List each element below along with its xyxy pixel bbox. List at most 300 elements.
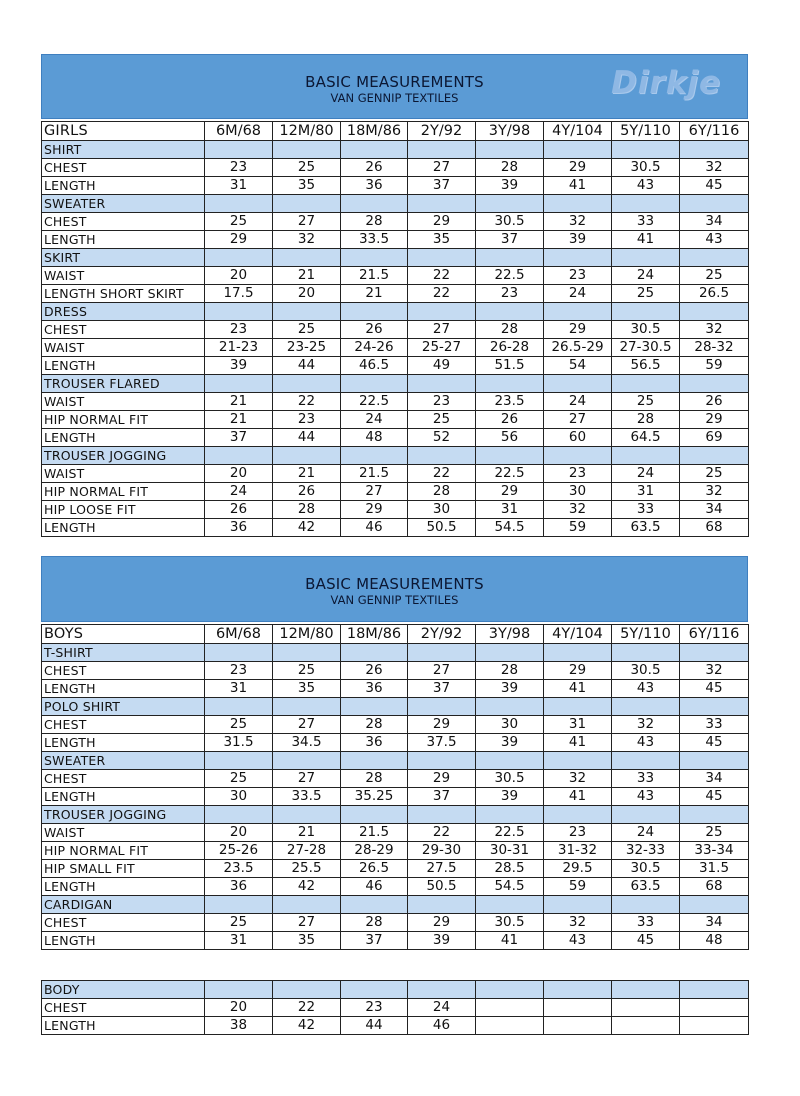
section-cell xyxy=(544,195,612,213)
measurement-label: CHEST xyxy=(42,914,205,932)
section-cell xyxy=(476,644,544,662)
measurement-value: 59 xyxy=(544,519,612,537)
section-cell xyxy=(476,896,544,914)
measurement-value: 31.5 xyxy=(680,860,749,878)
measurement-value: 32 xyxy=(273,231,341,249)
section-cell xyxy=(273,195,341,213)
boys-banner xyxy=(41,556,748,622)
measurement-value: 39 xyxy=(476,177,544,195)
measurement-value: 41 xyxy=(544,177,612,195)
section-cell xyxy=(612,447,680,465)
measurement-label: LENGTH xyxy=(42,734,205,752)
measurement-value: 35 xyxy=(273,932,341,950)
measurement-value: 20 xyxy=(205,999,273,1017)
section-cell xyxy=(205,644,273,662)
measurement-value: 24 xyxy=(544,285,612,303)
measurement-value: 50.5 xyxy=(408,519,476,537)
measurement-label: HIP SMALL FIT xyxy=(42,860,205,878)
measurement-value: 43 xyxy=(612,680,680,698)
size-header: 4Y/104 xyxy=(544,122,612,141)
boys-header-row xyxy=(42,625,749,644)
section-header-row xyxy=(42,195,749,213)
section-cell xyxy=(612,375,680,393)
measurement-row xyxy=(42,999,749,1017)
measurement-value: 36 xyxy=(205,878,273,896)
section-cell xyxy=(612,195,680,213)
measurement-value: 21-23 xyxy=(205,339,273,357)
measurement-value: 46 xyxy=(408,1017,476,1035)
measurement-row xyxy=(42,788,749,806)
measurement-row xyxy=(42,501,749,519)
section-cell xyxy=(341,303,408,321)
measurement-value: 29 xyxy=(408,213,476,231)
measurement-value: 27 xyxy=(544,411,612,429)
section-cell xyxy=(408,896,476,914)
measurement-label: CHEST xyxy=(42,770,205,788)
section-cell xyxy=(205,141,273,159)
measurement-value: 20 xyxy=(205,824,273,842)
measurement-value: 32 xyxy=(680,662,749,680)
measurement-label: LENGTH xyxy=(42,932,205,950)
measurement-value: 32 xyxy=(680,483,749,501)
measurement-value: 42 xyxy=(273,519,341,537)
measurement-row xyxy=(42,285,749,303)
measurement-label: WAIST xyxy=(42,267,205,285)
section-name: CARDIGAN xyxy=(42,896,205,914)
section-header-row xyxy=(42,447,749,465)
measurement-value: 27 xyxy=(273,770,341,788)
section-cell xyxy=(205,806,273,824)
measurement-value: 68 xyxy=(680,519,749,537)
measurement-label: CHEST xyxy=(42,662,205,680)
section-cell xyxy=(273,303,341,321)
measurement-row xyxy=(42,411,749,429)
measurement-value: 27 xyxy=(408,159,476,177)
measurement-value: 54.5 xyxy=(476,878,544,896)
measurement-label: HIP NORMAL FIT xyxy=(42,411,205,429)
section-cell xyxy=(408,806,476,824)
measurement-value: 26 xyxy=(476,411,544,429)
measurement-value: 46.5 xyxy=(341,357,408,375)
measurement-value: 23.5 xyxy=(205,860,273,878)
section-cell xyxy=(341,981,408,999)
section-cell xyxy=(544,644,612,662)
measurement-value: 23.5 xyxy=(476,393,544,411)
measurement-value: 33-34 xyxy=(680,842,749,860)
section-cell xyxy=(273,896,341,914)
section-cell xyxy=(680,375,749,393)
measurement-value: 20 xyxy=(273,285,341,303)
measurement-value: 46 xyxy=(341,519,408,537)
measurement-value: 46 xyxy=(341,878,408,896)
measurement-value: 23 xyxy=(544,465,612,483)
section-cell xyxy=(544,249,612,267)
section-name: SHIRT xyxy=(42,141,205,159)
measurement-row xyxy=(42,483,749,501)
size-header: 2Y/92 xyxy=(408,122,476,141)
size-header: 18M/86 xyxy=(341,625,408,644)
measurement-value: 60 xyxy=(544,429,612,447)
measurement-value: 22 xyxy=(408,465,476,483)
measurement-row xyxy=(42,680,749,698)
measurement-value: 36 xyxy=(341,680,408,698)
measurement-value: 39 xyxy=(408,932,476,950)
measurement-value: 28 xyxy=(273,501,341,519)
measurement-value: 25 xyxy=(205,914,273,932)
girls-measurement-table xyxy=(41,121,749,537)
measurement-value: 29 xyxy=(544,662,612,680)
section-cell xyxy=(205,447,273,465)
measurement-value: 32 xyxy=(544,501,612,519)
measurement-value: 24 xyxy=(544,393,612,411)
section-cell xyxy=(476,303,544,321)
measurement-row xyxy=(42,842,749,860)
size-header: 18M/86 xyxy=(341,122,408,141)
measurement-value: 43 xyxy=(680,231,749,249)
measurement-value: 23 xyxy=(408,393,476,411)
measurement-value: 24-26 xyxy=(341,339,408,357)
measurement-value: 63.5 xyxy=(612,878,680,896)
section-cell xyxy=(408,447,476,465)
measurement-value: 45 xyxy=(680,788,749,806)
measurement-row xyxy=(42,662,749,680)
measurement-value: 25 xyxy=(612,285,680,303)
measurement-value: 29 xyxy=(205,231,273,249)
measurement-value: 23-25 xyxy=(273,339,341,357)
measurement-value: 24 xyxy=(408,999,476,1017)
measurement-value: 21.5 xyxy=(341,824,408,842)
measurement-value: 52 xyxy=(408,429,476,447)
measurement-value: 45 xyxy=(612,932,680,950)
section-cell xyxy=(680,249,749,267)
section-cell xyxy=(612,303,680,321)
section-cell xyxy=(205,303,273,321)
measurement-value: 30.5 xyxy=(612,321,680,339)
girls-group-label: GIRLS xyxy=(42,122,205,141)
section-name: TROUSER JOGGING xyxy=(42,806,205,824)
section-cell xyxy=(680,303,749,321)
section-header-row xyxy=(42,752,749,770)
measurement-value: 28 xyxy=(341,716,408,734)
measurement-value: 37 xyxy=(476,231,544,249)
section-cell xyxy=(544,806,612,824)
measurement-value: 28 xyxy=(476,159,544,177)
measurement-value: 51.5 xyxy=(476,357,544,375)
section-cell xyxy=(273,447,341,465)
measurement-row xyxy=(42,465,749,483)
measurement-label: LENGTH xyxy=(42,429,205,447)
measurement-value: 56.5 xyxy=(612,357,680,375)
measurement-value: 38 xyxy=(205,1017,273,1035)
measurement-value: 50.5 xyxy=(408,878,476,896)
measurement-value: 26.5 xyxy=(680,285,749,303)
measurement-value: 30.5 xyxy=(612,860,680,878)
section-cell xyxy=(680,698,749,716)
section-cell xyxy=(408,752,476,770)
measurement-value: 25.5 xyxy=(273,860,341,878)
measurement-value: 59 xyxy=(680,357,749,375)
measurement-value xyxy=(476,1017,544,1035)
measurement-value: 28-32 xyxy=(680,339,749,357)
girls-banner xyxy=(41,54,748,119)
measurement-value: 28 xyxy=(612,411,680,429)
measurement-value: 39 xyxy=(476,680,544,698)
measurement-row xyxy=(42,177,749,195)
boys-subtitle: VAN GENNIP TEXTILES xyxy=(330,593,459,607)
measurement-value: 32-33 xyxy=(612,842,680,860)
section-cell xyxy=(680,195,749,213)
measurement-value: 69 xyxy=(680,429,749,447)
section-header-row xyxy=(42,141,749,159)
section-cell xyxy=(544,896,612,914)
measurement-row xyxy=(42,878,749,896)
measurement-value: 28 xyxy=(408,483,476,501)
measurement-value: 23 xyxy=(544,824,612,842)
section-cell xyxy=(476,195,544,213)
measurement-value: 22.5 xyxy=(476,267,544,285)
measurement-value: 29 xyxy=(680,411,749,429)
girls-title: BASIC MEASUREMENTS xyxy=(305,73,484,91)
section-cell xyxy=(408,141,476,159)
measurement-label: WAIST xyxy=(42,393,205,411)
section-cell xyxy=(205,195,273,213)
measurement-value: 25 xyxy=(205,716,273,734)
measurement-label: LENGTH xyxy=(42,177,205,195)
measurement-label: LENGTH xyxy=(42,680,205,698)
measurement-value: 24 xyxy=(612,465,680,483)
measurement-value: 25 xyxy=(273,662,341,680)
measurement-label: HIP NORMAL FIT xyxy=(42,842,205,860)
section-cell xyxy=(544,981,612,999)
measurement-value: 25 xyxy=(680,465,749,483)
section-cell xyxy=(341,806,408,824)
measurement-value: 34 xyxy=(680,213,749,231)
measurement-value: 25 xyxy=(680,824,749,842)
boys-title: BASIC MEASUREMENTS xyxy=(305,575,484,593)
measurement-value: 30 xyxy=(476,716,544,734)
measurement-value: 36 xyxy=(341,734,408,752)
measurement-value: 59 xyxy=(544,878,612,896)
measurement-value: 28 xyxy=(341,770,408,788)
section-cell xyxy=(205,752,273,770)
measurement-value: 41 xyxy=(544,680,612,698)
section-cell xyxy=(341,195,408,213)
measurement-value: 54 xyxy=(544,357,612,375)
measurement-value: 32 xyxy=(544,213,612,231)
measurement-value: 28 xyxy=(341,914,408,932)
measurement-value: 30 xyxy=(408,501,476,519)
measurement-value: 35 xyxy=(273,177,341,195)
section-cell xyxy=(476,981,544,999)
section-cell xyxy=(408,195,476,213)
measurement-value: 24 xyxy=(612,267,680,285)
measurement-value: 37 xyxy=(205,429,273,447)
measurement-value: 21 xyxy=(273,465,341,483)
measurement-value: 35 xyxy=(273,680,341,698)
measurement-value: 26 xyxy=(341,159,408,177)
measurement-value: 31.5 xyxy=(205,734,273,752)
measurement-value: 37.5 xyxy=(408,734,476,752)
measurement-row xyxy=(42,321,749,339)
measurement-value: 24 xyxy=(612,824,680,842)
measurement-value: 33 xyxy=(680,716,749,734)
measurement-value: 26-28 xyxy=(476,339,544,357)
measurement-value: 37 xyxy=(408,680,476,698)
measurement-value: 32 xyxy=(544,770,612,788)
measurement-value: 27.5 xyxy=(408,860,476,878)
section-cell xyxy=(544,752,612,770)
measurement-value: 26 xyxy=(205,501,273,519)
section-header-row xyxy=(42,644,749,662)
measurement-value xyxy=(476,999,544,1017)
measurement-label: HIP LOOSE FIT xyxy=(42,501,205,519)
section-cell xyxy=(544,141,612,159)
measurement-value: 31 xyxy=(612,483,680,501)
section-cell xyxy=(205,698,273,716)
measurement-label: LENGTH xyxy=(42,1017,205,1035)
measurement-value: 22 xyxy=(273,999,341,1017)
measurement-value: 34 xyxy=(680,914,749,932)
section-cell xyxy=(273,752,341,770)
measurement-row xyxy=(42,231,749,249)
measurement-value: 25 xyxy=(273,159,341,177)
brand-logo: Dirkje xyxy=(611,65,721,101)
section-cell xyxy=(612,752,680,770)
measurement-value: 30.5 xyxy=(476,770,544,788)
measurement-value: 23 xyxy=(205,662,273,680)
measurement-value: 37 xyxy=(341,932,408,950)
section-cell xyxy=(680,141,749,159)
girls-subtitle: VAN GENNIP TEXTILES xyxy=(330,91,459,105)
measurement-label: CHEST xyxy=(42,159,205,177)
section-cell xyxy=(341,896,408,914)
section-cell xyxy=(273,249,341,267)
measurement-value: 41 xyxy=(544,788,612,806)
measurement-value: 32 xyxy=(680,159,749,177)
measurement-value: 25 xyxy=(205,770,273,788)
section-cell xyxy=(408,303,476,321)
measurement-value: 29 xyxy=(408,914,476,932)
section-cell xyxy=(680,896,749,914)
section-cell xyxy=(341,447,408,465)
section-cell xyxy=(476,375,544,393)
measurement-value: 34 xyxy=(680,770,749,788)
measurement-value: 35.25 xyxy=(341,788,408,806)
measurement-value: 43 xyxy=(612,734,680,752)
measurement-value: 22 xyxy=(273,393,341,411)
measurement-value: 41 xyxy=(544,734,612,752)
measurement-value: 56 xyxy=(476,429,544,447)
measurement-value: 30.5 xyxy=(612,159,680,177)
section-header-row xyxy=(42,698,749,716)
measurement-value: 39 xyxy=(205,357,273,375)
section-cell xyxy=(341,375,408,393)
measurement-label: LENGTH xyxy=(42,231,205,249)
measurement-value: 28-29 xyxy=(341,842,408,860)
measurement-label: CHEST xyxy=(42,999,205,1017)
measurement-row xyxy=(42,357,749,375)
measurement-value: 39 xyxy=(476,734,544,752)
section-name: TROUSER FLARED xyxy=(42,375,205,393)
measurement-value: 32 xyxy=(680,321,749,339)
size-header: 2Y/92 xyxy=(408,625,476,644)
measurement-row xyxy=(42,267,749,285)
size-header: 6M/68 xyxy=(205,122,273,141)
section-header-row xyxy=(42,806,749,824)
measurement-value: 26 xyxy=(341,321,408,339)
measurement-value: 26 xyxy=(341,662,408,680)
section-cell xyxy=(544,303,612,321)
measurement-value: 30.5 xyxy=(476,213,544,231)
section-header-row xyxy=(42,375,749,393)
section-cell xyxy=(612,249,680,267)
measurement-value: 27 xyxy=(408,321,476,339)
section-name: T-SHIRT xyxy=(42,644,205,662)
section-cell xyxy=(341,141,408,159)
size-header: 6M/68 xyxy=(205,625,273,644)
measurement-value: 44 xyxy=(273,357,341,375)
measurement-value: 25 xyxy=(205,213,273,231)
section-cell xyxy=(408,981,476,999)
measurement-value: 28.5 xyxy=(476,860,544,878)
measurement-value: 31 xyxy=(205,932,273,950)
section-cell xyxy=(408,698,476,716)
measurement-value: 29 xyxy=(341,501,408,519)
body-measurement-table xyxy=(41,980,749,1035)
measurement-value: 29 xyxy=(544,321,612,339)
measurement-value: 23 xyxy=(544,267,612,285)
measurement-value: 30 xyxy=(544,483,612,501)
measurement-value: 22 xyxy=(408,285,476,303)
section-name: POLO SHIRT xyxy=(42,698,205,716)
measurement-value xyxy=(680,999,749,1017)
measurement-value: 49 xyxy=(408,357,476,375)
section-cell xyxy=(205,375,273,393)
measurement-value: 36 xyxy=(205,519,273,537)
measurement-value: 41 xyxy=(476,932,544,950)
measurement-label: LENGTH xyxy=(42,788,205,806)
section-name: BODY xyxy=(42,981,205,999)
section-cell xyxy=(612,981,680,999)
measurement-value: 36 xyxy=(341,177,408,195)
section-cell xyxy=(476,141,544,159)
measurement-value: 33.5 xyxy=(273,788,341,806)
measurement-value: 20 xyxy=(205,465,273,483)
measurement-row xyxy=(42,213,749,231)
measurement-value: 39 xyxy=(476,788,544,806)
section-name: SWEATER xyxy=(42,195,205,213)
measurement-value: 29 xyxy=(544,159,612,177)
section-cell xyxy=(680,806,749,824)
measurement-value: 22.5 xyxy=(341,393,408,411)
measurement-value: 54.5 xyxy=(476,519,544,537)
section-name: DRESS xyxy=(42,303,205,321)
measurement-value: 28 xyxy=(476,662,544,680)
measurement-value: 22.5 xyxy=(476,465,544,483)
measurement-value: 64.5 xyxy=(612,429,680,447)
measurement-value: 25 xyxy=(408,411,476,429)
measurement-value: 21 xyxy=(205,411,273,429)
measurement-value: 48 xyxy=(680,932,749,950)
section-header-row xyxy=(42,303,749,321)
measurement-value: 22 xyxy=(408,824,476,842)
measurement-value: 45 xyxy=(680,177,749,195)
measurement-row xyxy=(42,734,749,752)
measurement-value: 43 xyxy=(612,788,680,806)
measurement-value: 45 xyxy=(680,734,749,752)
section-cell xyxy=(205,249,273,267)
measurement-value: 24 xyxy=(205,483,273,501)
